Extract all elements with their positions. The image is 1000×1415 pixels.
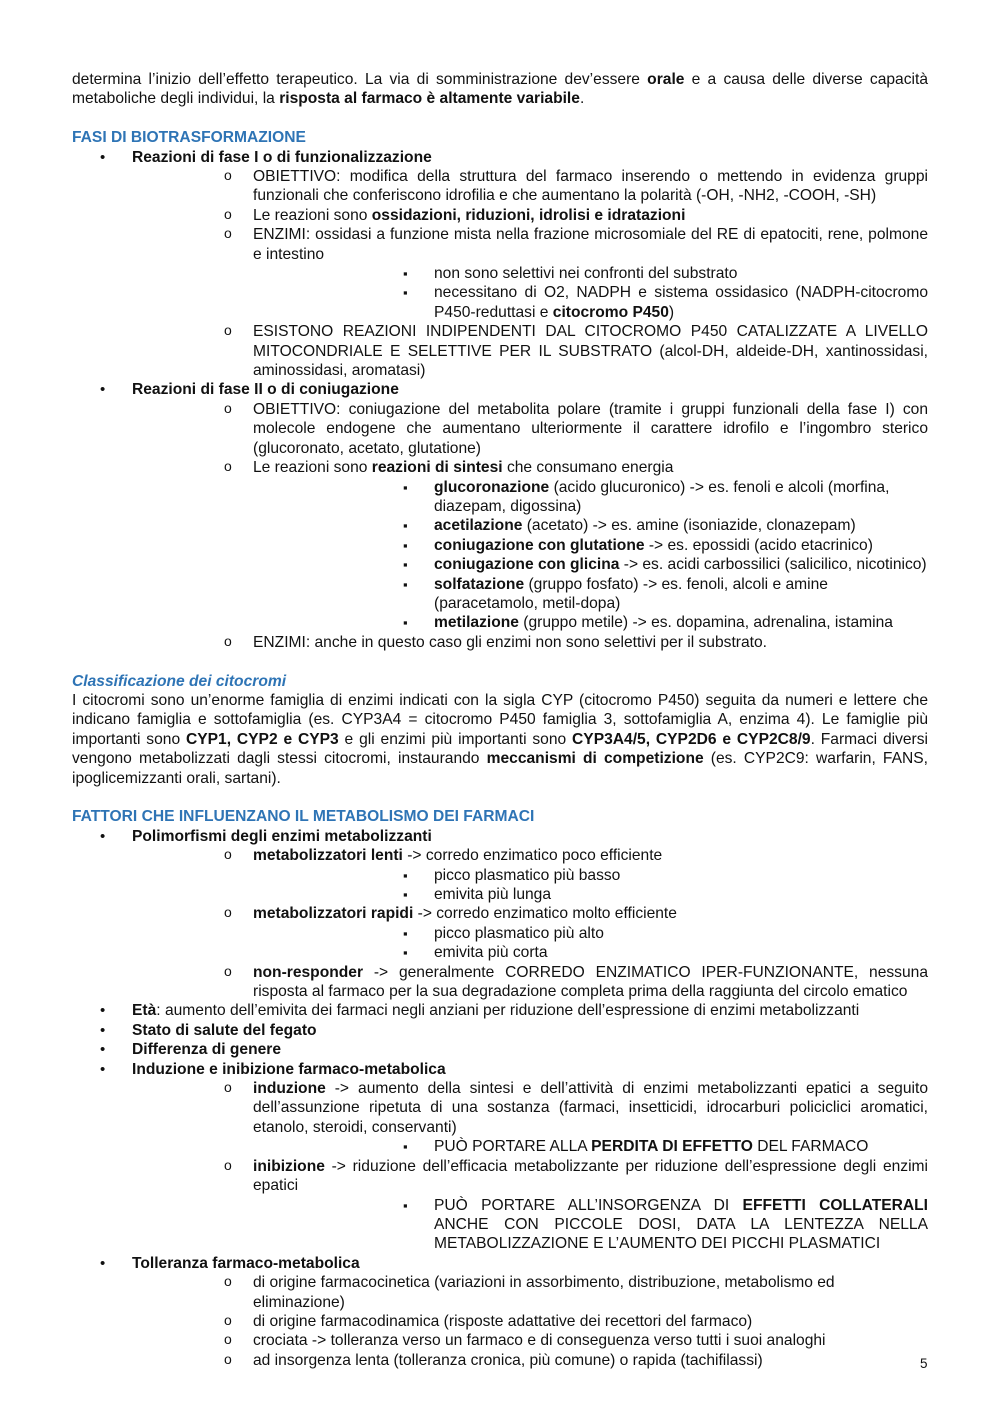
list-item: • Reazioni di fase I o di funzionalizzazione o OBIETTIVO: modifica della struttura del farmaco inserendo o mettendo in evidenza gruppi funzionali che conferiscono idrofilia e che aumentano la polarità (-OH, -NH2, -COOH, -SH) o Le reazioni sono ossidazioni, riduzioni, idrolisi e idratazioni o ENZIMI: ossidasi a funzione mista nella frazione microsomiale del RE di epatociti, rene, polmone e intestino ▪ non sono selettivi nei confronti del substrato ▪ necessitano di O2, NADPH e sistema ossidasico (NADPH-citocromo P450-reduttasi e citocromo P450) o ESISTONO REAZIONI INDIPENDENTI DAL CITOCROMO P450 CATALIZZATE A LIVELLO MITOCONDRIALE E SELETTIVE PER IL SUBSTRATO (alcol-DH, aldeide-DH, xantinossidasi, aminossidasi, aromatasi) <box>72 148 928 381</box>
list-item: ▪ emivita più corta <box>253 943 928 962</box>
list-item: • Polimorfismi degli enzimi metabolizzanti o metabolizzatori lenti -> corredo enzimatico poco efficiente ▪ picco plasmatico più basso ▪ emivita più lunga o metabolizzatori rapidi -> corredo enzimatico molto efficiente ▪ picco plasmatico più alto ▪ emivita più corta o non-responder -> generalmente CORREDO ENZIMATICO IPER-FUNZIONANTE, nessuna risposta al farmaco per la sua degradazione completa prima della raggiunta del circolo ematico <box>72 827 928 1002</box>
list-item: • Reazioni di fase II o di coniugazione o OBIETTIVO: coniugazione del metabolita polare (tramite i gruppi funzionali della fase I) con molecole endogene che aumentano ulteriormente il carattere idrofilo e l’ingombro sterico (glucoronato, acetato, glutatione) o Le reazioni sono reazioni di sintesi che consumano energia ▪ glucoronazione (acido glucuronico) -> es. fenoli e alcoli (morfina, diazepam, digossina) ▪ acetilazione (acetato) -> es. amine (isoniazide, clonazepam) ▪ coniugazione con glutatione -> es. epossidi (acido etacrinico) ▪ coniugazione con glicina -> es. acidi carbossilici (salicilico, nicotinico) ▪ solfatazione (gruppo fosfato) -> es. fenoli, alcoli e amine (paracetamolo, metil-dopa) ▪ metilazione (gruppo metile) -> es. dopamina, adrenalina, istamina o ENZIMI: anche in questo caso gli enzimi non sono selettivi per il substrato. <box>72 380 928 652</box>
list-item: o metabolizzatori lenti -> corredo enzimatico poco efficiente ▪ picco plasmatico più basso ▪ emivita più lunga <box>132 846 928 904</box>
list-item: ▪ acetilazione (acetato) -> es. amine (isoniazide, clonazepam) <box>253 516 928 535</box>
list-item: o inibizione -> riduzione dell’efficacia metabolizzante per riduzione dell’espressione degli enzimi epatici ▪ PUÒ PORTARE ALL’INSORGENZA DI EFFETTI COLLATERALI ANCHE CON PICCOLE DOSI, DATA LA LENTEZZA NELLA METABOLIZZAZIONE E L’AUMENTO DEI PICCHI PLASMATICI <box>132 1157 928 1254</box>
list-item: o OBIETTIVO: coniugazione del metabolita polare (tramite i gruppi funzionali della fase I) con molecole endogene che aumentano ulteriormente il carattere idrofilo e l’ingombro sterico (glucoronato, acetato, glutatione) <box>132 400 928 458</box>
list-item: • Stato di salute del fegato <box>72 1021 928 1040</box>
heading-fattori-metabolismo: FATTORI CHE INFLUENZANO IL METABOLISMO DEI FARMACI <box>72 808 535 826</box>
list-item: o ENZIMI: anche in questo caso gli enzimi non sono selettivi per il substrato. <box>132 633 928 652</box>
list-item: • Età: aumento dell’emivita dei farmaci negli anziani per riduzione dell’espressione di enzimi metabolizzanti <box>72 1001 928 1020</box>
list-item: ▪ non sono selettivi nei confronti del substrato <box>253 264 928 283</box>
list-item: o non-responder -> generalmente CORREDO ENZIMATICO IPER-FUNZIONANTE, nessuna risposta al farmaco per la sua degradazione completa prima della raggiunta del circolo ematico <box>132 963 928 1002</box>
citocromi-paragraph: I citocromi sono un’enorme famiglia di enzimi indicati con la sigla CYP (citocromo P450) seguita da numeri e lettere che indicano famiglia e sottofamiglia (es. CYP3A4 = citocromo P450 famiglia 3, sottofamiglia A, enzima 4). Le famiglie più importanti sono CYP1, CYP2 e CYP3 e gli enzimi più importanti sono CYP3A4/5, CYP2D6 e CYP2C8/9. Farmaci diversi vengono metabolizzati dagli stessi citocromi, instaurando meccanismi di competizione (es. CYP2C9: warfarin, FANS, ipoglicemizzanti orali, sartani). <box>72 691 928 787</box>
list-item: o crociata -> tolleranza verso un farmaco e di conseguenza verso tutti i suoi analoghi <box>132 1331 928 1350</box>
list-item: ▪ emivita più lunga <box>253 885 928 904</box>
list-item: o Le reazioni sono ossidazioni, riduzioni, idrolisi e idratazioni <box>132 206 928 225</box>
intro-paragraph: determina l’inizio dell’effetto terapeutico. La via di somministrazione dev’essere orale e a causa delle diverse capacità metaboliche degli individui, la risposta al farmaco è altamente variabile. <box>72 71 928 108</box>
list-item: ▪ necessitano di O2, NADPH e sistema ossidasico (NADPH-citocromo P450-reduttasi e citocromo P450) <box>253 283 928 322</box>
list-item: o ad insorgenza lenta (tolleranza cronica, più comune) o rapida (tachifilassi) <box>132 1351 928 1370</box>
document-page <box>72 70 928 1370</box>
fattori-list <box>72 827 928 1370</box>
list-item: o induzione -> aumento della sintesi e dell’attività di enzimi metabolizzanti epatici a seguito dell’assunzione ripetuta di una sostanza (farmaci, insetticidi, idrocarburi policiclici aromatici, etanolo, steroidi, conservanti) ▪ PUÒ PORTARE ALLA PERDITA DI EFFETTO DEL FARMACO <box>132 1079 928 1157</box>
page-number: 5 <box>920 1356 928 1371</box>
list-item: • Tolleranza farmaco-metabolica o di origine farmacocinetica (variazioni in assorbimento, distribuzione, metabolismo ed eliminazione) o di origine farmacodinamica (risposte adattative dei recettori del farmaco) o crociata -> tolleranza verso un farmaco e di conseguenza verso tutti i suoi analoghi o ad insorgenza lenta (tolleranza cronica, più comune) o rapida (tachifilassi) <box>72 1254 928 1370</box>
list-item: ▪ PUÒ PORTARE ALL’INSORGENZA DI EFFETTI COLLATERALI ANCHE CON PICCOLE DOSI, DATA LA LENTEZZA NELLA METABOLIZZAZIONE E L’AUMENTO DEI PICCHI PLASMATICI <box>253 1196 928 1254</box>
list-item: o di origine farmacodinamica (risposte adattative dei recettori del farmaco) <box>132 1312 928 1331</box>
list-item: ▪ solfatazione (gruppo fosfato) -> es. fenoli, alcoli e amine (paracetamolo, metil-dopa) <box>253 575 928 614</box>
list-item: o Le reazioni sono reazioni di sintesi che consumano energia ▪ glucoronazione (acido glucuronico) -> es. fenoli e alcoli (morfina, diazepam, digossina) ▪ acetilazione (acetato) -> es. amine (isoniazide, clonazepam) ▪ coniugazione con glutatione -> es. epossidi (acido etacrinico) ▪ coniugazione con glicina -> es. acidi carbossilici (salicilico, nicotinico) ▪ solfatazione (gruppo fosfato) -> es. fenoli, alcoli e amine (paracetamolo, metil-dopa) ▪ metilazione (gruppo metile) -> es. dopamina, adrenalina, istamina <box>132 458 928 633</box>
list-item: o OBIETTIVO: modifica della struttura del farmaco inserendo o mettendo in evidenza gruppi funzionali che conferiscono idrofilia e che aumentano la polarità (-OH, -NH2, -COOH, -SH) <box>132 167 928 206</box>
list-item: ▪ picco plasmatico più alto <box>253 924 928 943</box>
list-item: ▪ glucoronazione (acido glucuronico) -> es. fenoli e alcoli (morfina, diazepam, digossina) <box>253 478 928 517</box>
list-item: • Differenza di genere <box>72 1040 928 1059</box>
list-item: ▪ PUÒ PORTARE ALLA PERDITA DI EFFETTO DEL FARMACO <box>253 1137 928 1156</box>
list-item: o di origine farmacocinetica (variazioni in assorbimento, distribuzione, metabolismo ed eliminazione) <box>132 1273 928 1312</box>
heading-classificazione-citocromi: Classificazione dei citocromi <box>72 672 287 690</box>
list-item: • Induzione e inibizione farmaco-metabolica o induzione -> aumento della sintesi e dell’attività di enzimi metabolizzanti epatici a seguito dell’assunzione ripetuta di una sostanza (farmaci, insetticidi, idrocarburi policiclici aromatici, etanolo, steroidi, conservanti) ▪ PUÒ PORTARE ALLA PERDITA DI EFFETTO DEL FARMACO o inibizione -> riduzione dell’efficacia metabolizzante per riduzione dell’espressione degli enzimi epatici ▪ PUÒ PORTARE ALL’INSORGENZA DI EFFETTI COLLATERALI ANCHE CON PICCOLE DOSI, DATA LA LENTEZZA NELLA METABOLIZZAZIONE E L’AUMENTO DEI PICCHI PLASMATICI <box>72 1060 928 1254</box>
list-item: ▪ coniugazione con glutatione -> es. epossidi (acido etacrinico) <box>253 536 928 555</box>
heading-fasi-biotrasformazione: FASI DI BIOTRASFORMAZIONE <box>72 129 306 147</box>
list-item: ▪ picco plasmatico più basso <box>253 866 928 885</box>
list-item: o ENZIMI: ossidasi a funzione mista nella frazione microsomiale del RE di epatociti, rene, polmone e intestino ▪ non sono selettivi nei confronti del substrato ▪ necessitano di O2, NADPH e sistema ossidasico (NADPH-citocromo P450-reduttasi e citocromo P450) <box>132 225 928 322</box>
list-item: o metabolizzatori rapidi -> corredo enzimatico molto efficiente ▪ picco plasmatico più alto ▪ emivita più corta <box>132 904 928 962</box>
fasi-list <box>72 148 928 653</box>
list-item: ▪ metilazione (gruppo metile) -> es. dopamina, adrenalina, istamina <box>253 613 928 632</box>
list-item: o ESISTONO REAZIONI INDIPENDENTI DAL CITOCROMO P450 CATALIZZATE A LIVELLO MITOCONDRIALE E SELETTIVE PER IL SUBSTRATO (alcol-DH, aldeide-DH, xantinossidasi, aminossidasi, aromatasi) <box>132 322 928 380</box>
list-item: ▪ coniugazione con glicina -> es. acidi carbossilici (salicilico, nicotinico) <box>253 555 928 574</box>
